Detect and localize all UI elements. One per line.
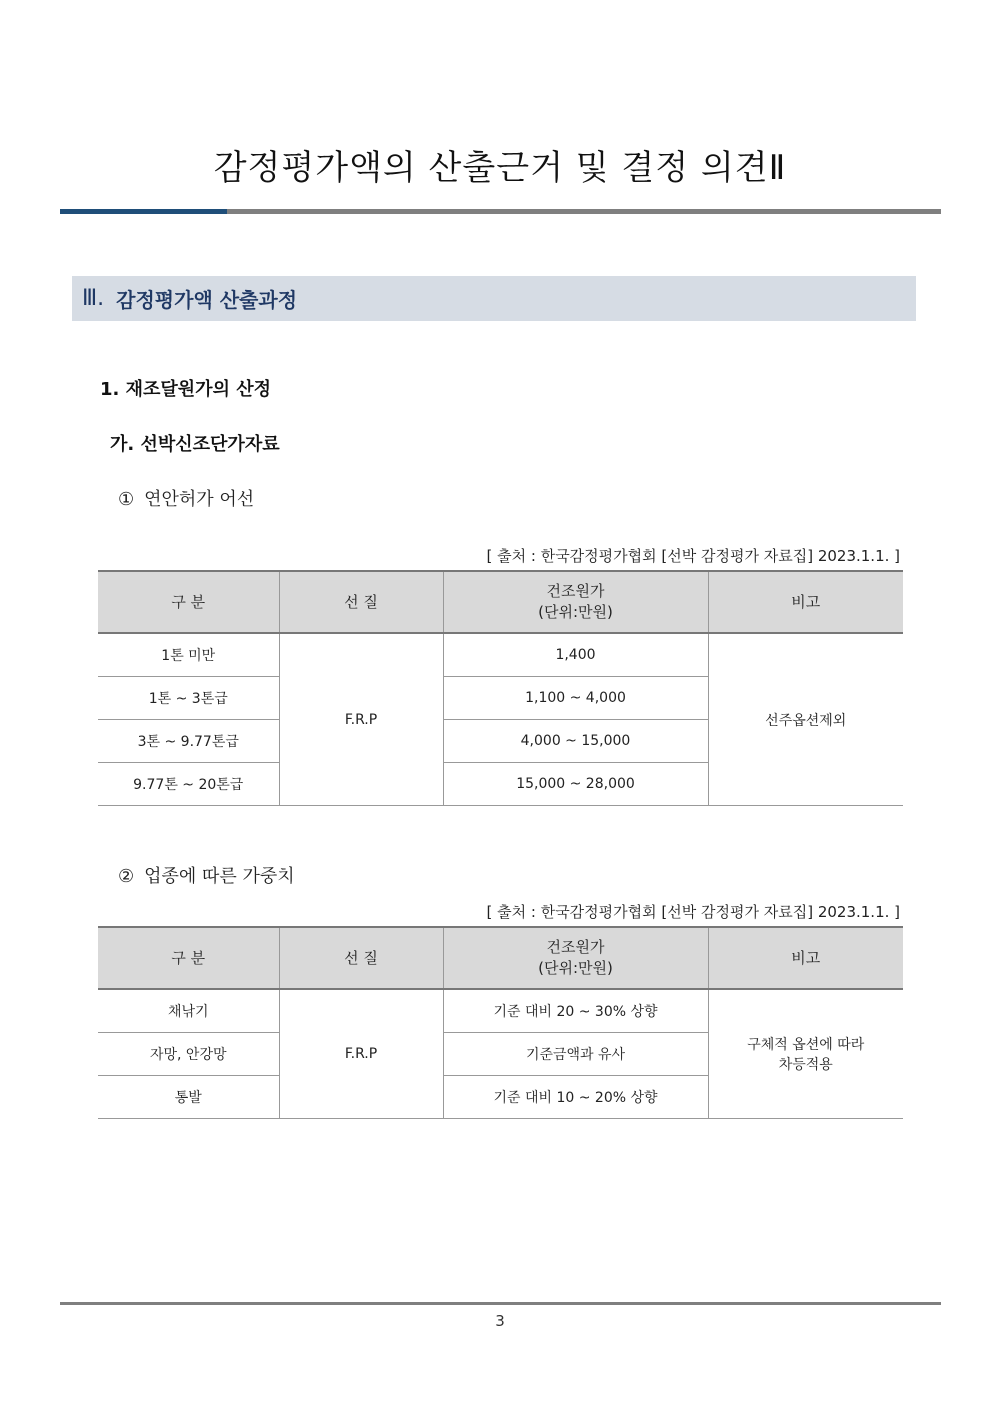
cell-category: 자망, 안강망 [98,1033,279,1076]
cell-cost: 4,000 ~ 15,000 [443,720,708,763]
cell-note-line2: 차등적용 [778,1057,833,1073]
table2 [98,926,903,1119]
header-cost-line1: 건조원가 [546,938,605,956]
table2-subtitle [118,862,295,888]
cell-note [708,989,903,1119]
title-divider-accent [60,209,227,214]
cell-category: 1톤 ~ 3톤급 [98,677,279,720]
header-cost [443,571,708,633]
header-material: 선 질 [279,571,443,633]
table1-subtitle-text: 연안허가 어선 [144,489,255,510]
cell-material: F.R.P [279,633,443,806]
table-header-row [98,927,903,989]
header-category: 구 분 [98,571,279,633]
table-row [98,989,903,1033]
cell-cost: 기준 대비 10 ~ 20% 상향 [443,1076,708,1119]
table1-source: [ 출처 : 한국감정평가협회 [선박 감정평가 자료집] 2023.1.1. ] [486,547,900,565]
header-cost-line2: (단위:만원) [538,603,613,621]
table1 [98,570,903,806]
header-cost [443,927,708,989]
cell-category: 채낚기 [98,989,279,1033]
cell-cost: 기준 대비 20 ~ 30% 상향 [443,989,708,1033]
cell-cost: 15,000 ~ 28,000 [443,763,708,806]
table2-subtitle-text: 업종에 따른 가중치 [144,866,295,887]
cell-category: 통발 [98,1076,279,1119]
header-cost-line2: (단위:만원) [538,959,613,977]
table-row [98,633,903,677]
header-cost-line1: 건조원가 [546,582,605,600]
section-number: Ⅲ. [82,286,105,311]
title-divider [60,209,941,214]
page-title: 감정평가액의 산출근거 및 결정 의견Ⅱ [213,148,787,188]
page-number: 3 [495,1312,505,1330]
cell-cost: 1,400 [443,633,708,677]
header-note: 비고 [708,927,903,989]
header-note: 비고 [708,571,903,633]
table2-marker: ② [118,866,135,887]
header-category: 구 분 [98,927,279,989]
cell-cost: 기준금액과 유사 [443,1033,708,1076]
cell-cost: 1,100 ~ 4,000 [443,677,708,720]
table1-marker: ① [118,489,135,510]
heading-level1: 1. 재조달원가의 산정 [100,379,271,400]
footer-divider [60,1302,941,1305]
header-material: 선 질 [279,927,443,989]
section-header [72,276,916,321]
table-header-row [98,571,903,633]
cell-category: 9.77톤 ~ 20톤급 [98,763,279,806]
section-title: 감정평가액 산출과정 [116,288,298,312]
cell-material: F.R.P [279,989,443,1119]
table2-source: [ 출처 : 한국감정평가협회 [선박 감정평가 자료집] 2023.1.1. ] [486,903,900,921]
cell-category: 1톤 미만 [98,633,279,677]
cell-note: 선주옵션제외 [708,633,903,806]
cell-category: 3톤 ~ 9.77톤급 [98,720,279,763]
heading-level2: 가. 선박신조단가자료 [110,434,280,455]
table1-subtitle [118,485,254,511]
cell-note-line1: 구체적 옵션에 따라 [747,1037,865,1053]
